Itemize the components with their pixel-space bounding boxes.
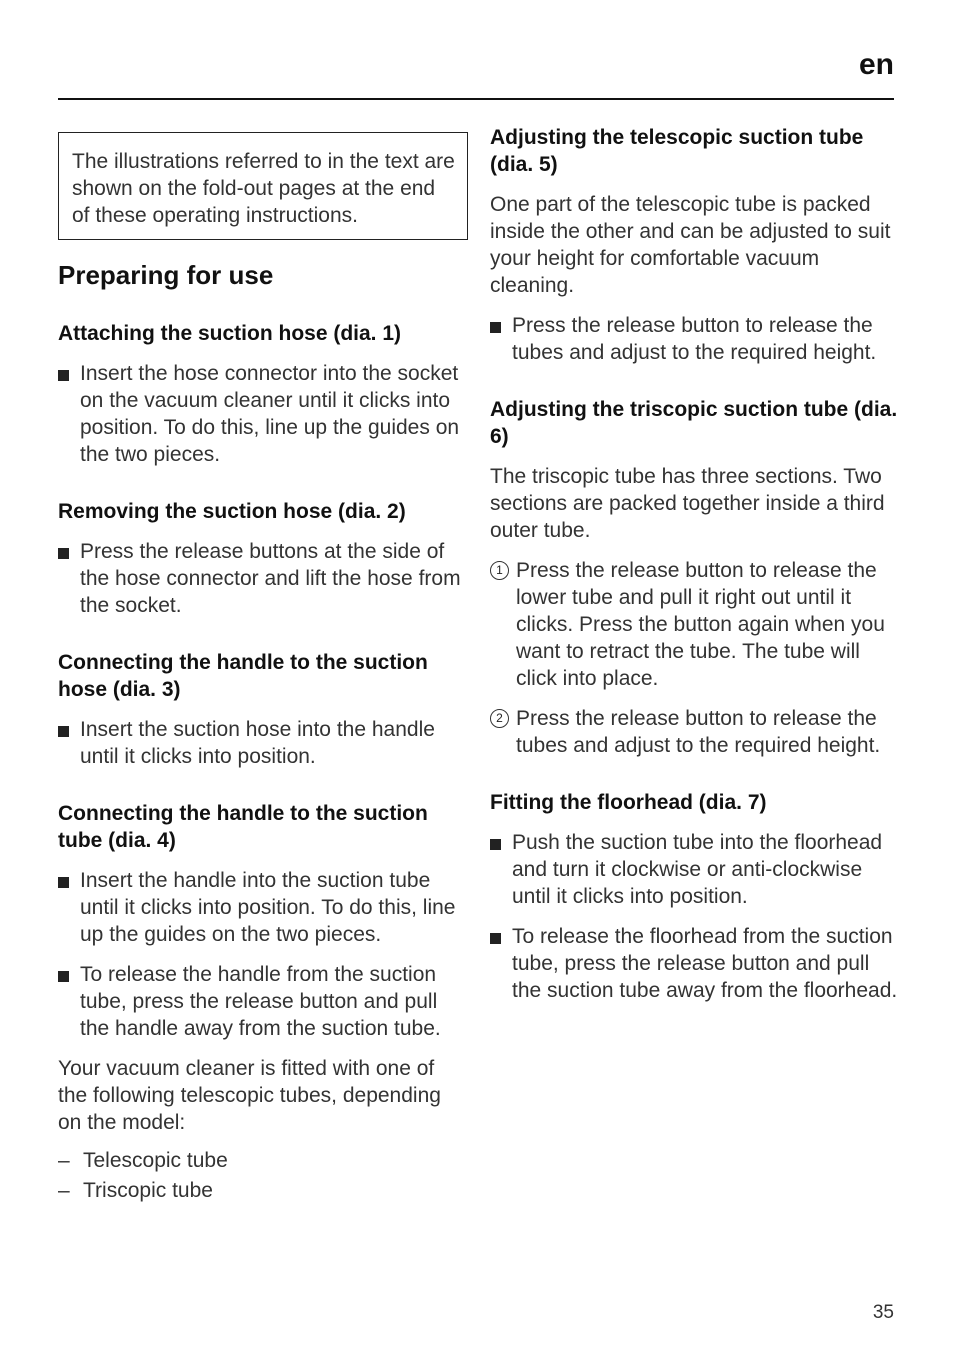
bullet-text: Push the suction tube into the floorhead and turn it clockwise or anti-clockwise until it clicks into position. (512, 831, 883, 908)
left-column (58, 124, 468, 1206)
numbered-step (490, 705, 900, 759)
bullet-item (58, 961, 468, 1042)
bullet-text: To release the handle from the suction tube, press the release button and pull the handle away from the suction tube. (80, 963, 441, 1040)
bullet-square-icon (58, 726, 69, 737)
section-heading: Adjusting the telescopic suction tube (dia. 5) (490, 126, 864, 176)
illustration-note-box: The illustrations referred to in the text are shown on the fold-out pages at the end of these operating instructions. (58, 132, 468, 240)
bullet-item (490, 312, 900, 366)
bullet-square-icon (58, 370, 69, 381)
section-handle-to-hose (58, 649, 468, 770)
bullet-text: Press the release button to release the tubes and adjust to the required height. (512, 314, 877, 364)
tube-type-list (58, 1146, 468, 1206)
section-telescopic-tube (490, 124, 900, 366)
bullet-item (58, 360, 468, 468)
list-item (58, 1146, 468, 1176)
section-floorhead (490, 789, 900, 1004)
right-column (490, 124, 900, 1004)
bullet-text: Press the release buttons at the side of the hose connector and lift the hose from the socket. (80, 540, 461, 617)
section-triscopic-tube (490, 396, 900, 759)
bullet-square-icon (58, 971, 69, 982)
section-heading: Connecting the handle to the suction tube (dia. 4) (58, 802, 428, 852)
dash-marker: – (58, 1149, 70, 1172)
bullet-square-icon (490, 322, 501, 333)
bullet-item (490, 923, 900, 1004)
section-paragraph: One part of the telescopic tube is packed inside the other and can be adjusted to suit your height for comfortable vacuum cleaning. (490, 193, 891, 297)
bullet-item (490, 829, 900, 910)
dash-marker: – (58, 1179, 70, 1202)
section-heading: Adjusting the triscopic suction tube (dia. 6) (490, 398, 898, 448)
tube-types-paragraph: Your vacuum cleaner is fitted with one of the following telescopic tubes, depending on the model: (58, 1057, 441, 1134)
header-rule (58, 98, 894, 100)
bullet-text: Insert the suction hose into the handle until it clicks into position. (80, 718, 435, 768)
section-removing-hose (58, 498, 468, 619)
bullet-item (58, 538, 468, 619)
step-text: Press the release button to release the tubes and adjust to the required height. (516, 707, 881, 757)
page-title: Preparing for use (58, 260, 274, 290)
bullet-text: Insert the handle into the suction tube until it clicks into position. To do this, line up the guides on the two pieces. (80, 869, 456, 946)
section-heading: Connecting the handle to the suction hose (dia. 3) (58, 651, 428, 701)
language-tag: en (858, 48, 894, 81)
step-number-circle: 2 (490, 709, 509, 728)
section-heading: Removing the suction hose (dia. 2) (58, 500, 406, 523)
step-number-circle: 1 (490, 561, 509, 580)
bullet-square-icon (490, 839, 501, 850)
section-heading: Fitting the floorhead (dia. 7) (490, 791, 767, 814)
page-number: 35 (872, 1302, 894, 1323)
bullet-square-icon (490, 933, 501, 944)
numbered-step (490, 557, 900, 692)
bullet-item (58, 867, 468, 948)
list-item (58, 1176, 468, 1206)
bullet-text: Insert the hose connector into the socket on the vacuum cleaner until it clicks into position. To do this, line up the guides on the two pieces. (80, 362, 460, 466)
bullet-square-icon (58, 877, 69, 888)
bullet-item (58, 716, 468, 770)
list-item-text: Triscopic tube (83, 1179, 213, 1202)
section-attaching-hose (58, 320, 468, 468)
step-text: Press the release button to release the lower tube and pull it right out until it clicks. Press the button again when you want to retract the tube. The tube will click into place. (516, 559, 885, 690)
section-paragraph: The triscopic tube has three sections. Two sections are packed together inside a third outer tube. (490, 465, 885, 542)
bullet-text: To release the floorhead from the suction tube, press the release button and pull the suction tube away from the floorhead. (512, 925, 898, 1002)
bullet-square-icon (58, 548, 69, 559)
section-heading: Attaching the suction hose (dia. 1) (58, 322, 402, 345)
section-handle-to-tube (58, 800, 468, 1206)
list-item-text: Telescopic tube (83, 1149, 228, 1172)
